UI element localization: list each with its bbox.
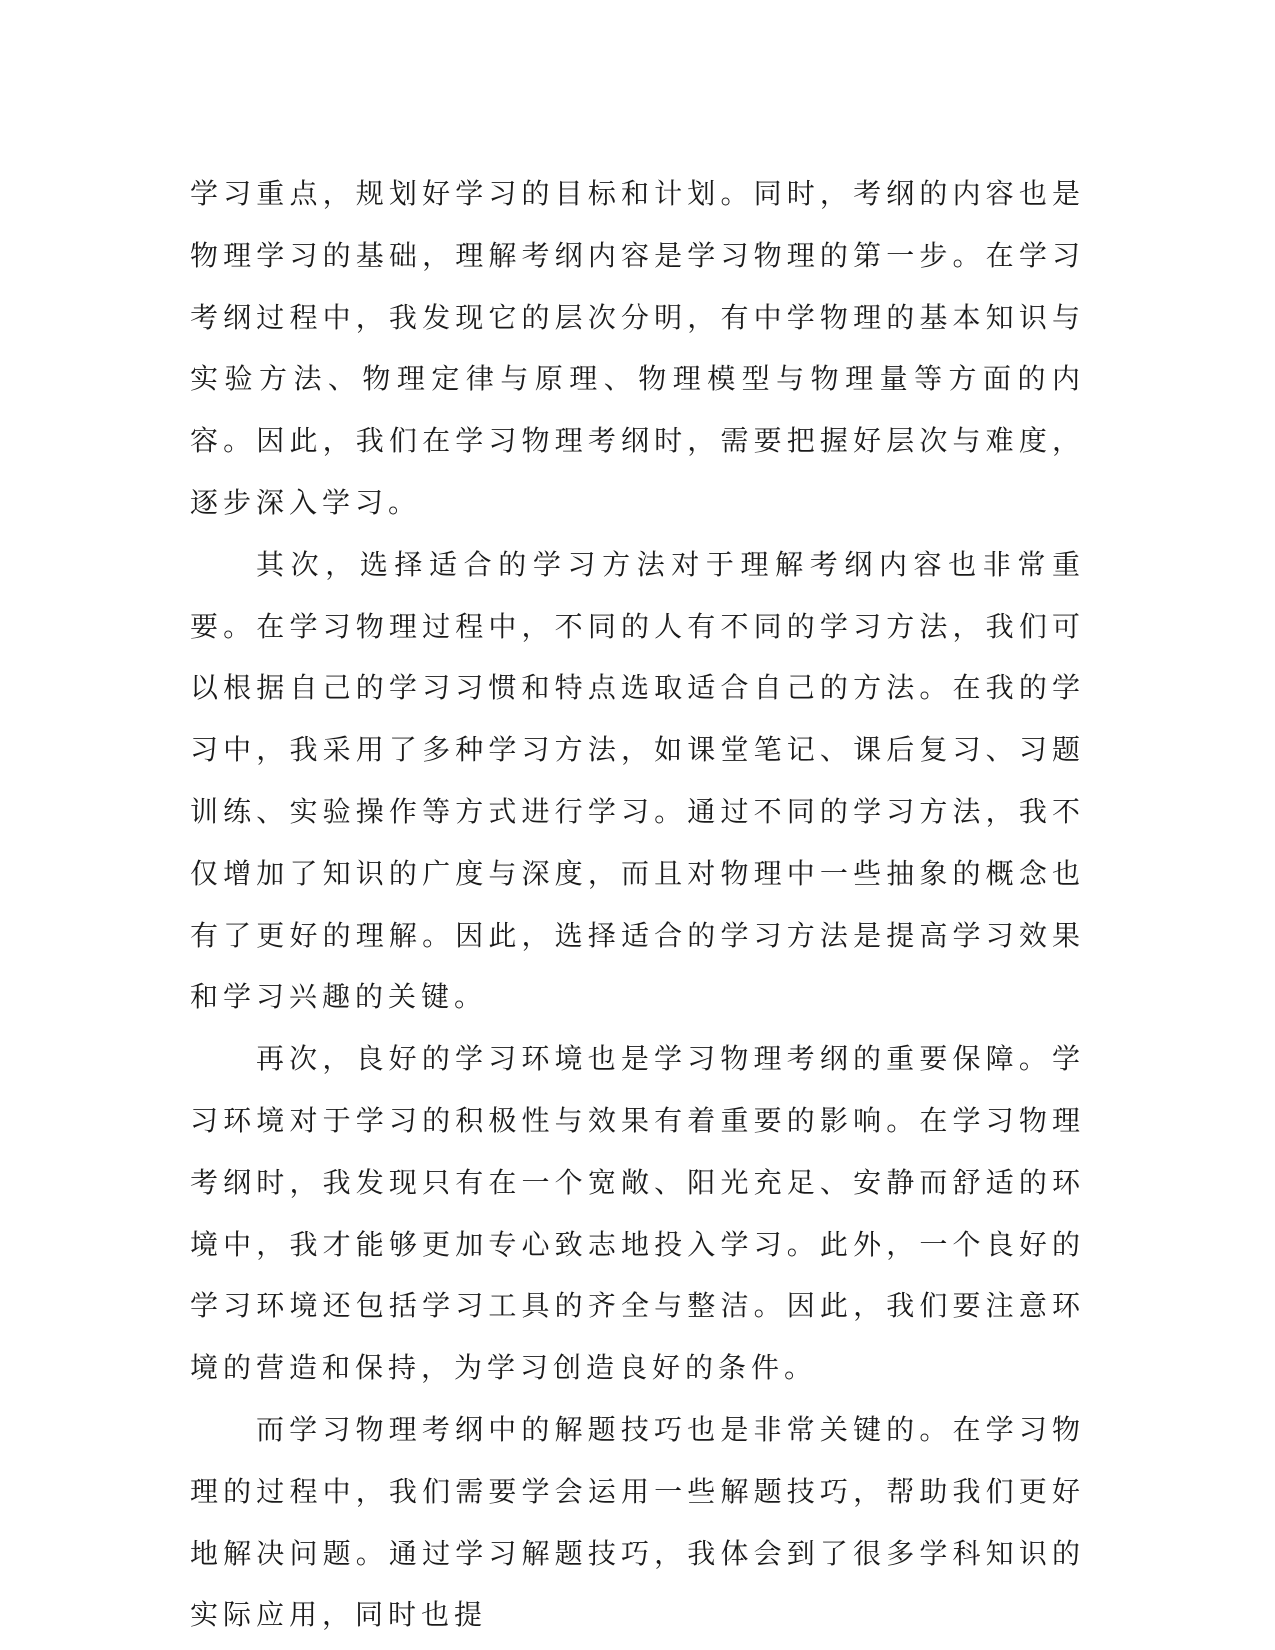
paragraph-1: 学习重点，规划好学习的目标和计划。同时，考纲的内容也是物理学习的基础，理解考纲内容是学习物理的第一步。在学习考纲过程中，我发现它的层次分明，有中学物理的基本知识与实验方法、物理定律与原理、物理模型与物理量等方面的内容。因此，我们在学习物理考纲时，需要把握好层次与难度，逐步深入学习。 — [190, 177, 1085, 519]
paragraph-2: 其次，选择适合的学习方法对于理解考纲内容也非常重要。在学习物理过程中，不同的人有不同的学习方法，我们可以根据自己的学习习惯和特点选取适合自己的方法。在我的学习中，我采用了多种学习方法，如课堂笔记、课后复习、习题训练、实验操作等方式进行学习。通过不同的学习方法，我不仅增加了知识的广度与深度，而且对物理中一些抽象的概念也有了更好的理解。因此，选择适合的学习方法是提高学习效果和学习兴趣的关键。 — [190, 547, 1085, 1014]
paragraph-3: 再次，良好的学习环境也是学习物理考纲的重要保障。学习环境对于学习的积极性与效果有着重要的影响。在学习物理考纲时，我发现只有在一个宽敞、阳光充足、安静而舒适的环境中，我才能够更加专心致志地投入学习。此外，一个良好的学习环境还包括学习工具的齐全与整洁。因此，我们要注意环境的营造和保持，为学习创造良好的条件。 — [190, 1042, 1085, 1385]
paragraph-4: 而学习物理考纲中的解题技巧也是非常关键的。在学习物理的过程中，我们需要学会运用一些解题技巧，帮助我们更好地解决问题。通过学习解题技巧，我体会到了很多学科知识的实际应用，同时也提 — [190, 1412, 1085, 1632]
document-body — [190, 163, 1085, 1646]
